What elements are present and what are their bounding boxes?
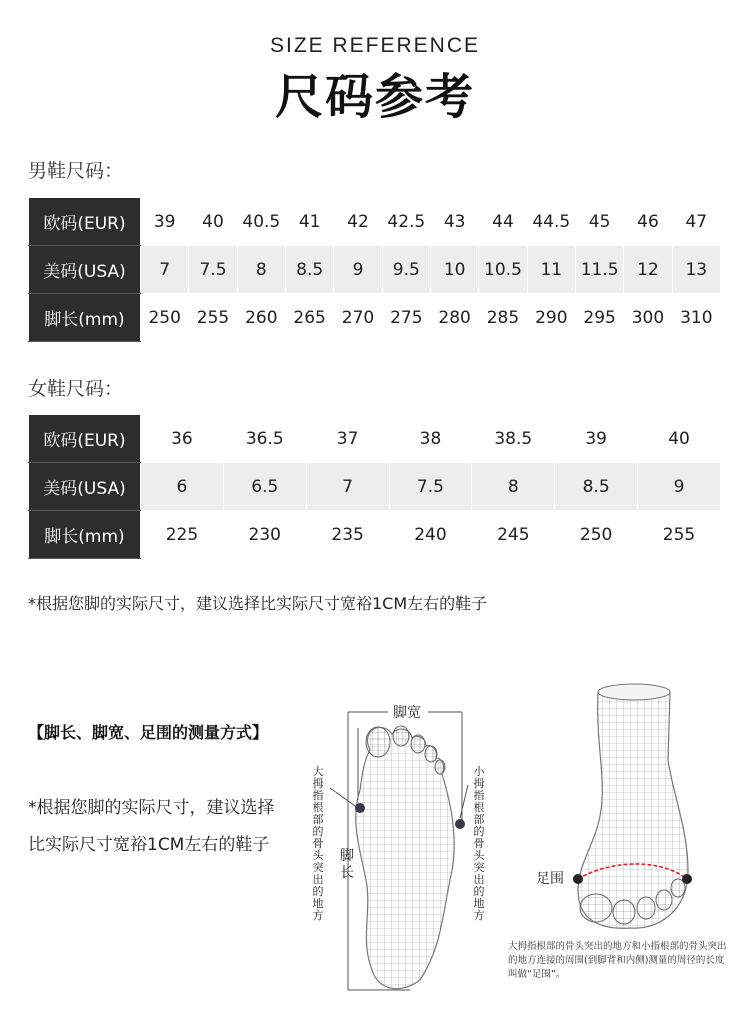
- size-cell: 40: [189, 198, 237, 246]
- size-cell: 36.5: [223, 415, 306, 463]
- size-cell: 235: [306, 511, 389, 559]
- size-cell: 230: [223, 511, 306, 559]
- size-cell: 41: [285, 198, 333, 246]
- size-cell: 44: [479, 198, 527, 246]
- size-cell: 6: [141, 463, 224, 511]
- size-cell: 10: [430, 246, 478, 294]
- size-row: [29, 463, 721, 511]
- size-cell: 9: [334, 246, 382, 294]
- size-row: [29, 415, 721, 463]
- women-size-label: 女鞋尺码：: [28, 378, 124, 400]
- size-cell: 255: [189, 294, 237, 342]
- size-cell: 38.5: [472, 415, 555, 463]
- men-size-label: 男鞋尺码：: [28, 160, 124, 182]
- size-cell: 8: [472, 463, 555, 511]
- size-cell: 40.5: [237, 198, 285, 246]
- size-cell: 300: [624, 294, 672, 342]
- size-row: [29, 294, 721, 342]
- size-cell: 47: [672, 198, 720, 246]
- size-cell: 8.5: [285, 246, 333, 294]
- size-cell: 295: [575, 294, 623, 342]
- size-cell: 37: [306, 415, 389, 463]
- size-cell: 7.5: [389, 463, 472, 511]
- size-cell: 290: [527, 294, 575, 342]
- foot-width-label: 脚宽: [393, 705, 421, 721]
- size-cell: 36: [141, 415, 224, 463]
- size-cell: 8.5: [555, 463, 638, 511]
- size-cell: 240: [389, 511, 472, 559]
- size-cell: 310: [672, 294, 720, 342]
- size-cell: 7.5: [189, 246, 237, 294]
- size-row: [29, 246, 721, 294]
- size-cell: 12: [624, 246, 672, 294]
- size-cell: 260: [237, 294, 285, 342]
- size-row: [29, 198, 721, 246]
- girth-label: 足围: [536, 871, 564, 887]
- size-cell: 13: [672, 246, 720, 294]
- row-header: 美码(USA): [29, 246, 141, 294]
- foot-girth-diagram: [560, 680, 710, 930]
- page-title: 尺码参考: [274, 69, 475, 125]
- size-cell: 7: [306, 463, 389, 511]
- size-cell: 38: [389, 415, 472, 463]
- girth-left-marker: [573, 874, 583, 884]
- measure-advice-note: *根据您脚的实际尺寸，建议选择比实际尺寸宽裕1CM左右的鞋子: [28, 798, 275, 855]
- size-cell: 265: [285, 294, 333, 342]
- size-cell: 43: [430, 198, 478, 246]
- size-cell: 46: [624, 198, 672, 246]
- title-english: SIZE REFERENCE: [269, 34, 481, 57]
- girth-right-marker: [682, 874, 692, 884]
- measure-method-title: 【脚长、脚宽、足围的测量方式】: [28, 723, 269, 742]
- size-cell: 285: [479, 294, 527, 342]
- size-cell: 270: [334, 294, 382, 342]
- size-advice-note: *根据您脚的实际尺寸，建议选择比实际尺寸宽裕1CM左右的鞋子: [28, 594, 488, 613]
- size-cell: 11: [527, 246, 575, 294]
- size-cell: 9: [638, 463, 721, 511]
- little-toe-annotation: 小拇指根部的骨头突出的地方: [473, 765, 485, 922]
- size-cell: 10.5: [479, 246, 527, 294]
- foot-length-label: 脚长: [340, 848, 354, 881]
- size-cell: 6.5: [223, 463, 306, 511]
- row-header: 脚长(mm): [29, 294, 141, 342]
- size-cell: 11.5: [575, 246, 623, 294]
- size-cell: 225: [141, 511, 224, 559]
- row-header: 美码(USA): [29, 463, 141, 511]
- foot-sole-diagram: [300, 690, 500, 1000]
- men-size-table: [28, 197, 721, 342]
- size-cell: 8: [237, 246, 285, 294]
- row-header: 欧码(EUR): [29, 198, 141, 246]
- size-cell: 45: [575, 198, 623, 246]
- size-cell: 39: [555, 415, 638, 463]
- size-cell: 42: [334, 198, 382, 246]
- little-toe-marker: [455, 819, 465, 829]
- size-cell: 250: [555, 511, 638, 559]
- women-size-table: [28, 414, 721, 559]
- size-cell: 39: [141, 198, 189, 246]
- size-cell: 9.5: [382, 246, 430, 294]
- size-cell: 255: [638, 511, 721, 559]
- size-cell: 275: [382, 294, 430, 342]
- size-cell: 245: [472, 511, 555, 559]
- big-toe-annotation: 大拇指根部的骨头突出的地方: [312, 765, 324, 922]
- girth-caption: 大拇指根部的骨头突出的地方和小指根部的骨头突出的地方连接的周围(到脚背和内侧)测量的周径的长度叫做“足围”。: [508, 941, 727, 980]
- size-row: [29, 511, 721, 559]
- size-cell: 250: [141, 294, 189, 342]
- row-header: 欧码(EUR): [29, 415, 141, 463]
- size-cell: 40: [638, 415, 721, 463]
- big-toe-marker: [355, 803, 365, 813]
- size-cell: 44.5: [527, 198, 575, 246]
- size-cell: 7: [141, 246, 189, 294]
- size-cell: 42.5: [382, 198, 430, 246]
- size-cell: 280: [430, 294, 478, 342]
- row-header: 脚长(mm): [29, 511, 141, 559]
